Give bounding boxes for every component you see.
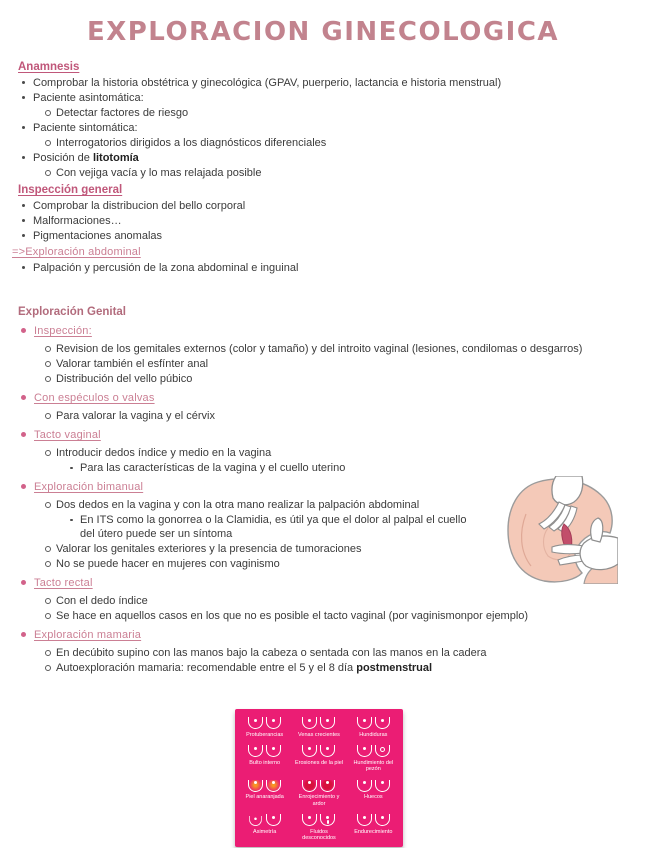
heading-anamnesis: Anamnesis [18, 61, 80, 73]
breast-sign-label: Endurecimiento [354, 828, 393, 835]
breast-pair-icon [240, 780, 289, 792]
breast-pair-icon [349, 780, 398, 792]
breast-pair-icon [349, 814, 398, 826]
bullet-item: Malformaciones… [6, 214, 632, 228]
heading-exploracion-abdominal: =>Exploración abdominal [12, 246, 141, 258]
sub-bullet-item: Revision de los gemitales externos (color y tamaño) y del introito vaginal (lesiones, condilomas o desgarros) [6, 342, 632, 356]
breast-sign-label: Fluidos desconocidos [302, 828, 336, 841]
breast-sign-cell [294, 717, 343, 738]
breast-sign-cell [349, 717, 398, 738]
breast-pair-icon [240, 717, 289, 729]
breast-sign-cell [349, 745, 398, 773]
bullet-item: Palpación y percusión de la zona abdominal e inguinal [6, 261, 632, 275]
subheading-inspeccion: Inspección: [6, 324, 632, 338]
breast-sign-cell [240, 814, 289, 842]
breast-sign-label: Hundiduras [359, 731, 388, 738]
breast-sign-label: Huecos [363, 794, 383, 800]
sub-bullet-item [6, 661, 632, 675]
sub-bullet-item: Distribución del vello púbico [6, 372, 632, 386]
sub-bullet-item: Detectar factores de riesgo [6, 106, 632, 120]
breast-sign-label: Erosiones de la piel [294, 759, 343, 766]
breast-sign-cell [240, 780, 289, 808]
bullet-item: Paciente sintomática: [6, 121, 632, 135]
breast-sign-cell [349, 814, 398, 842]
bullet-item: Comprobar la historia obstétrica y ginecológica (GPAV, puerperio, lactancia e historia menstrual) [6, 76, 632, 90]
bullet-item: Paciente asintomática: [6, 91, 632, 105]
breast-chart-wrap [6, 676, 632, 847]
bullet-text: Posición de [33, 152, 93, 164]
breast-sign-label: Bulto interno [249, 759, 281, 766]
subheading-tacto-rectal: Tacto rectal [6, 576, 632, 590]
sub-bullet-item: Con vejiga vacía y lo mas relajada posible [6, 166, 632, 180]
breast-pair-icon [294, 717, 343, 729]
breast-signs-chart [235, 709, 403, 847]
breast-pair-icon [349, 745, 398, 757]
breast-sign-cell [294, 780, 343, 808]
heading-inspeccion-general: Inspección general [18, 184, 123, 196]
breast-sign-cell [240, 745, 289, 773]
bold-term: litotomía [92, 152, 139, 164]
breast-pair-icon [349, 717, 398, 729]
bullet-item [6, 151, 632, 165]
sub-bullet-item: Se hace en aquellos casos en los que no es posible el tacto vaginal (por vaginismonpor ejemplo) [6, 609, 632, 623]
sub-bullet-item: Con el dedo índice [6, 594, 632, 608]
bullet-text: Autoexploración mamaria: recomendable entre el 5 y el 8 día [56, 662, 357, 674]
bullet-item: Comprobar la distribucion del bello corporal [6, 199, 632, 213]
breast-sign-label: Piel anaranjada [245, 794, 284, 800]
breast-sign-label: Asimetría [253, 828, 277, 835]
subheading-mamaria: Exploración mamaria [6, 628, 632, 642]
breast-sign-cell [240, 717, 289, 738]
sub-bullet-item: No se puede hacer en mujeres con vaginismo [6, 557, 632, 571]
breast-sign-cell [294, 745, 343, 773]
breast-pair-icon [294, 814, 343, 826]
notes-content [0, 60, 646, 847]
breast-pair-icon [294, 780, 343, 792]
subheading-especulos: Con espéculos o valvas [6, 391, 632, 405]
heading-exploracion-genital: Exploración Genital [18, 306, 126, 318]
breast-pair-icon [294, 745, 343, 757]
sub-bullet-item: Para valorar la vagina y el cérvix [6, 409, 632, 423]
bimanual-exam-drawing [504, 476, 618, 584]
sub-bullet-item: Valorar los genitales exteriores y la presencia de tumoraciones [6, 542, 632, 556]
sub-bullet-item: Interrogatorios dirigidos a los diagnósticos diferenciales [6, 136, 632, 150]
breast-pair-icon [240, 745, 289, 757]
breast-pair-icon [240, 814, 289, 826]
breast-sign-label: Venas crecientes [298, 731, 340, 738]
sub-bullet-item: Dos dedos en la vagina y con la otra mano realizar la palpación abdominal [6, 498, 632, 512]
breast-sign-cell [294, 814, 343, 842]
breast-sign-label: Protuberancias [246, 731, 284, 738]
bullet-item: Pigmentaciones anomalas [6, 229, 632, 243]
sub-sub-bullet-item: En ITS como la gonorrea o la Clamidia, es útil ya que el dolor al palpal el cuello del útero puede ser un síntoma [6, 513, 480, 541]
breast-sign-label: Hundimiento del pezón [353, 759, 394, 772]
subheading-tacto-vaginal: Tacto vaginal [6, 428, 632, 442]
bimanual-exam-illustration [504, 476, 618, 584]
bold-term: postmenstrual [356, 662, 433, 674]
sub-bullet-item: En decúbito supino con las manos bajo la cabeza o sentada con las manos en la cadera [6, 646, 632, 660]
breast-sign-cell [349, 780, 398, 808]
sub-bullet-item: Introducir dedos índice y medio en la vagina [6, 446, 632, 460]
subheading-bimanual: Exploración bimanual [6, 480, 632, 494]
sub-sub-bullet-item: Para las características de la vagina y el cuello uterino [6, 461, 632, 475]
breast-sign-label: Enrojecimiento y ardor [298, 794, 340, 807]
page-title: EXPLORACION GINECOLOGICA [86, 17, 560, 47]
sub-bullet-item: Valorar también el esfínter anal [6, 357, 632, 371]
